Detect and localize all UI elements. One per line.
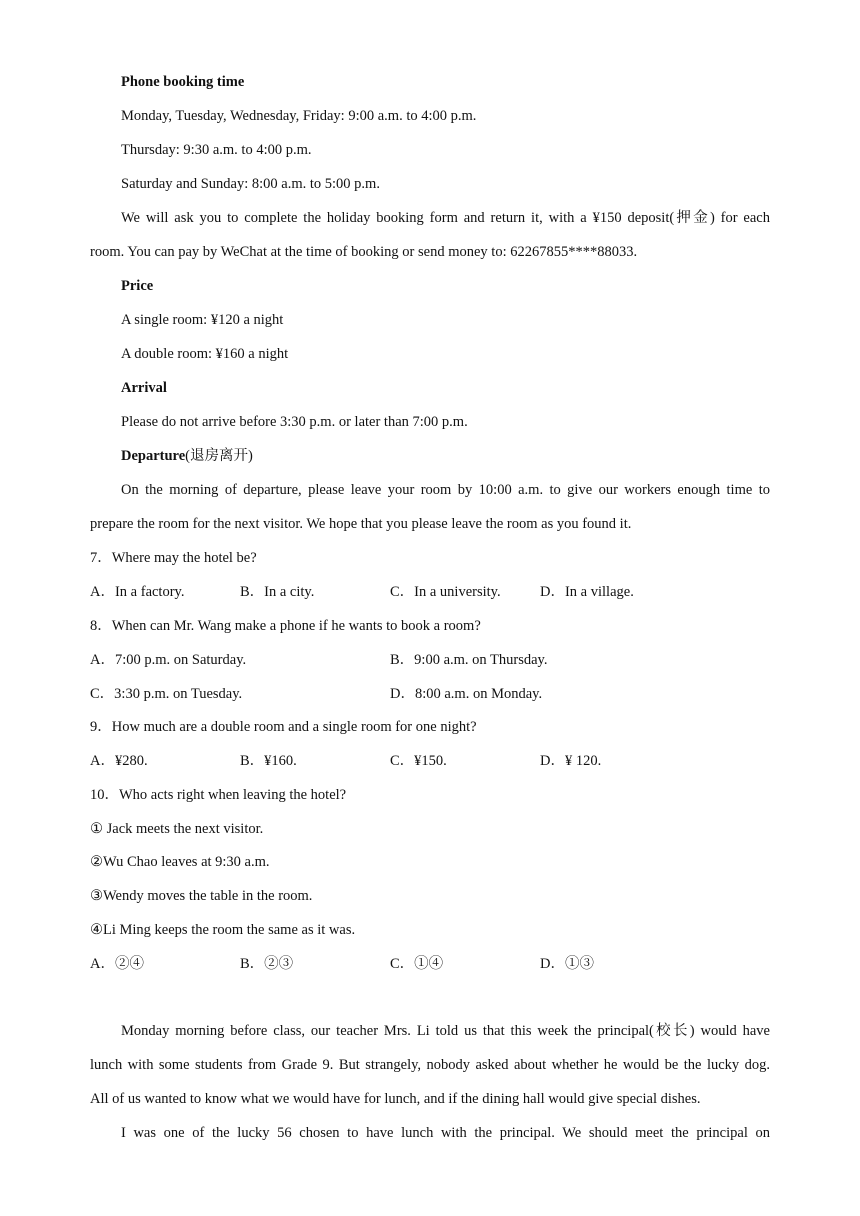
- q9-option-a: A．¥280.: [90, 753, 148, 769]
- q7-option-c: C．In a university.: [390, 584, 501, 600]
- q7-option-a: A．In a factory.: [90, 584, 185, 600]
- q9-option-c: C．¥150.: [390, 753, 447, 769]
- booking-paragraph-line2: room. You can pay by WeChat at the time of booking or send money to: 62267855****88033.: [90, 244, 638, 260]
- arrival-heading: Arrival: [121, 380, 167, 396]
- q10-item-4: ④Li Ming keeps the room the same as it was.: [90, 922, 356, 938]
- departure-heading: Departure(退房离开): [121, 448, 253, 464]
- q7-option-d: D．In a village.: [540, 584, 634, 600]
- passage-p1-line3: All of us wanted to know what we would have for lunch, and if the dining hall would give special dishes.: [90, 1091, 701, 1107]
- arrival-text: Please do not arrive before 3:30 p.m. or later than 7:00 p.m.: [121, 414, 468, 430]
- departure-note: (退房离开): [185, 448, 253, 464]
- q10-option-b: B．②③: [240, 956, 294, 972]
- q8-option-b: B．9:00 a.m. on Thursday.: [390, 652, 548, 668]
- q10-item-1: ① Jack meets the next visitor.: [90, 821, 264, 837]
- q9-option-b: B．¥160.: [240, 753, 297, 769]
- q7-option-b: B．In a city.: [240, 584, 315, 600]
- departure-paragraph-line2: prepare the room for the next visitor. We hope that you please leave the room as you found it.: [90, 516, 632, 532]
- phone-line-weekdays: Monday, Tuesday, Wednesday, Friday: 9:00 a.m. to 4:00 p.m.: [121, 108, 477, 124]
- booking-paragraph-line1: We will ask you to complete the holiday booking form and return it, with a ¥150 deposit(押金) for each: [121, 210, 770, 226]
- departure-paragraph-line1: On the morning of departure, please leave your room by 10:00 a.m. to give our workers enough time to: [121, 482, 770, 498]
- q10-option-a: A．②④: [90, 956, 144, 972]
- q10-option-d: D．①③: [540, 956, 594, 972]
- passage-p2-line1: I was one of the lucky 56 chosen to have lunch with the principal. We should meet the principal on: [121, 1125, 770, 1141]
- q8-option-a: A．7:00 p.m. on Saturday.: [90, 652, 247, 668]
- passage-p1-line1: Monday morning before class, our teacher Mrs. Li told us that this week the principal(校长) would have: [121, 1023, 770, 1039]
- phone-line-thursday: Thursday: 9:30 a.m. to 4:00 p.m.: [121, 142, 312, 158]
- q9-option-d: D．¥ 120.: [540, 753, 602, 769]
- q10-item-3: ③Wendy moves the table in the room.: [90, 888, 313, 904]
- q8-option-d: D．8:00 a.m. on Monday.: [390, 686, 543, 702]
- question-10: 10．Who acts right when leaving the hotel?: [90, 787, 347, 803]
- question-8: 8．When can Mr. Wang make a phone if he wants to book a room?: [90, 618, 481, 634]
- question-9: 9．How much are a double room and a single room for one night?: [90, 719, 477, 735]
- question-7: 7．Where may the hotel be?: [90, 550, 257, 566]
- price-single: A single room: ¥120 a night: [121, 312, 284, 328]
- q10-option-c: C．①④: [390, 956, 444, 972]
- price-double: A double room: ¥160 a night: [121, 346, 289, 362]
- q10-item-2: ②Wu Chao leaves at 9:30 a.m.: [90, 854, 270, 870]
- phone-booking-heading: Phone booking time: [121, 74, 245, 90]
- phone-line-weekend: Saturday and Sunday: 8:00 a.m. to 5:00 p.m.: [121, 176, 380, 192]
- price-heading: Price: [121, 278, 154, 294]
- passage-p1-line2: lunch with some students from Grade 9. But strangely, nobody asked about whether he would be the lucky dog.: [90, 1057, 770, 1073]
- q8-option-c: C．3:30 p.m. on Tuesday.: [90, 686, 243, 702]
